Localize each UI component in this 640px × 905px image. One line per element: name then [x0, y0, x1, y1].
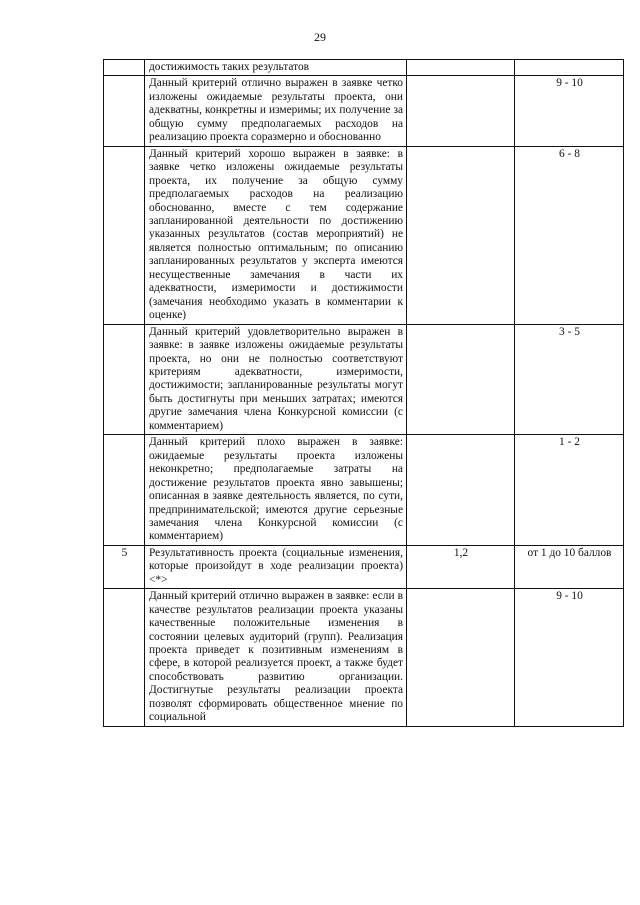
criterion-text: Данный критерий плохо выражен в заявке: ожидаемые результаты проекта изложены неконкретно; предполагаемые затраты на достижение результатов проекта явно завышены; описанная в заявке деятельность является, по сути, предпринимательской; имеются другие серьезные замечания члена Конкурсной комиссии (с комментарием): [145, 435, 407, 546]
page-number: 29: [314, 30, 326, 44]
row-number: 5: [104, 545, 145, 588]
row-number: [104, 76, 145, 146]
row-number: [104, 589, 145, 727]
table-row: [104, 589, 624, 727]
row-number: [104, 435, 145, 546]
table-row: [104, 146, 624, 324]
weight-coefficient: [407, 146, 515, 324]
table-row: [104, 324, 624, 435]
table-row: [104, 76, 624, 146]
weight-coefficient: 1,2: [407, 545, 515, 588]
row-number: [104, 146, 145, 324]
weight-coefficient: [407, 76, 515, 146]
criterion-text: Данный критерий удовлетворительно выражен в заявке: в заявке изложены ожидаемые результаты проекта, но они не полностью соответствуют критериям адекватности, измеримости, достижимости; запланированные результаты могут быть достигнуты при меньших затратах; имеются другие замечания члена Конкурсной комиссии (с комментарием): [145, 324, 407, 435]
score-range: [515, 60, 624, 76]
table-row: [104, 60, 624, 76]
criterion-text: достижимость таких результатов: [145, 60, 407, 76]
score-range: 6 - 8: [515, 146, 624, 324]
score-range: 1 - 2: [515, 435, 624, 546]
weight-coefficient: [407, 60, 515, 76]
row-number: [104, 60, 145, 76]
table-row: [104, 435, 624, 546]
table-row: [104, 545, 624, 588]
row-number: [104, 324, 145, 435]
criterion-text: Данный критерий отлично выражен в заявке: если в качестве результатов реализации проекта указаны качественные положительные изменения в состоянии целевых аудиторий (групп). Реализация проекта приведет к позитивным изменениям в сфере, в которой реализуется проект, а также будет способствовать развитию организации. Достигнутые результаты реализации проекта позволят сформировать общественное мнение по социальной: [145, 589, 407, 727]
score-range: 9 - 10: [515, 76, 624, 146]
score-range: 9 - 10: [515, 589, 624, 727]
criterion-text: Данный критерий отлично выражен в заявке четко изложены ожидаемые результаты проекта, они адекватны, конкретны и измеримы; их получение за общую сумму предполагаемых расходов на реализацию проекта соразмерно и обоснованно: [145, 76, 407, 146]
score-range: 3 - 5: [515, 324, 624, 435]
weight-coefficient: [407, 589, 515, 727]
weight-coefficient: [407, 435, 515, 546]
criteria-table: [103, 59, 624, 727]
criterion-title: Результативность проекта (социальные изменения, которые произойдут в ходе реализации проекта) <*>: [145, 545, 407, 588]
weight-coefficient: [407, 324, 515, 435]
score-range: от 1 до 10 баллов: [515, 545, 624, 588]
criterion-text: Данный критерий хорошо выражен в заявке: в заявке четко изложены ожидаемые результаты проекта, их получение за общую сумму предполагаемых расходов на реализацию обоснованно, вместе с тем содержание запланированной деятельности по достижению указанных результатов (состав мероприятий) не является полностью оптимальным; по описанию запланированных результатов у эксперта имеются несущественные замечания в части их адекватности, измеримости и достижимости (замечания необходимо указать в комментарии к оценке): [145, 146, 407, 324]
